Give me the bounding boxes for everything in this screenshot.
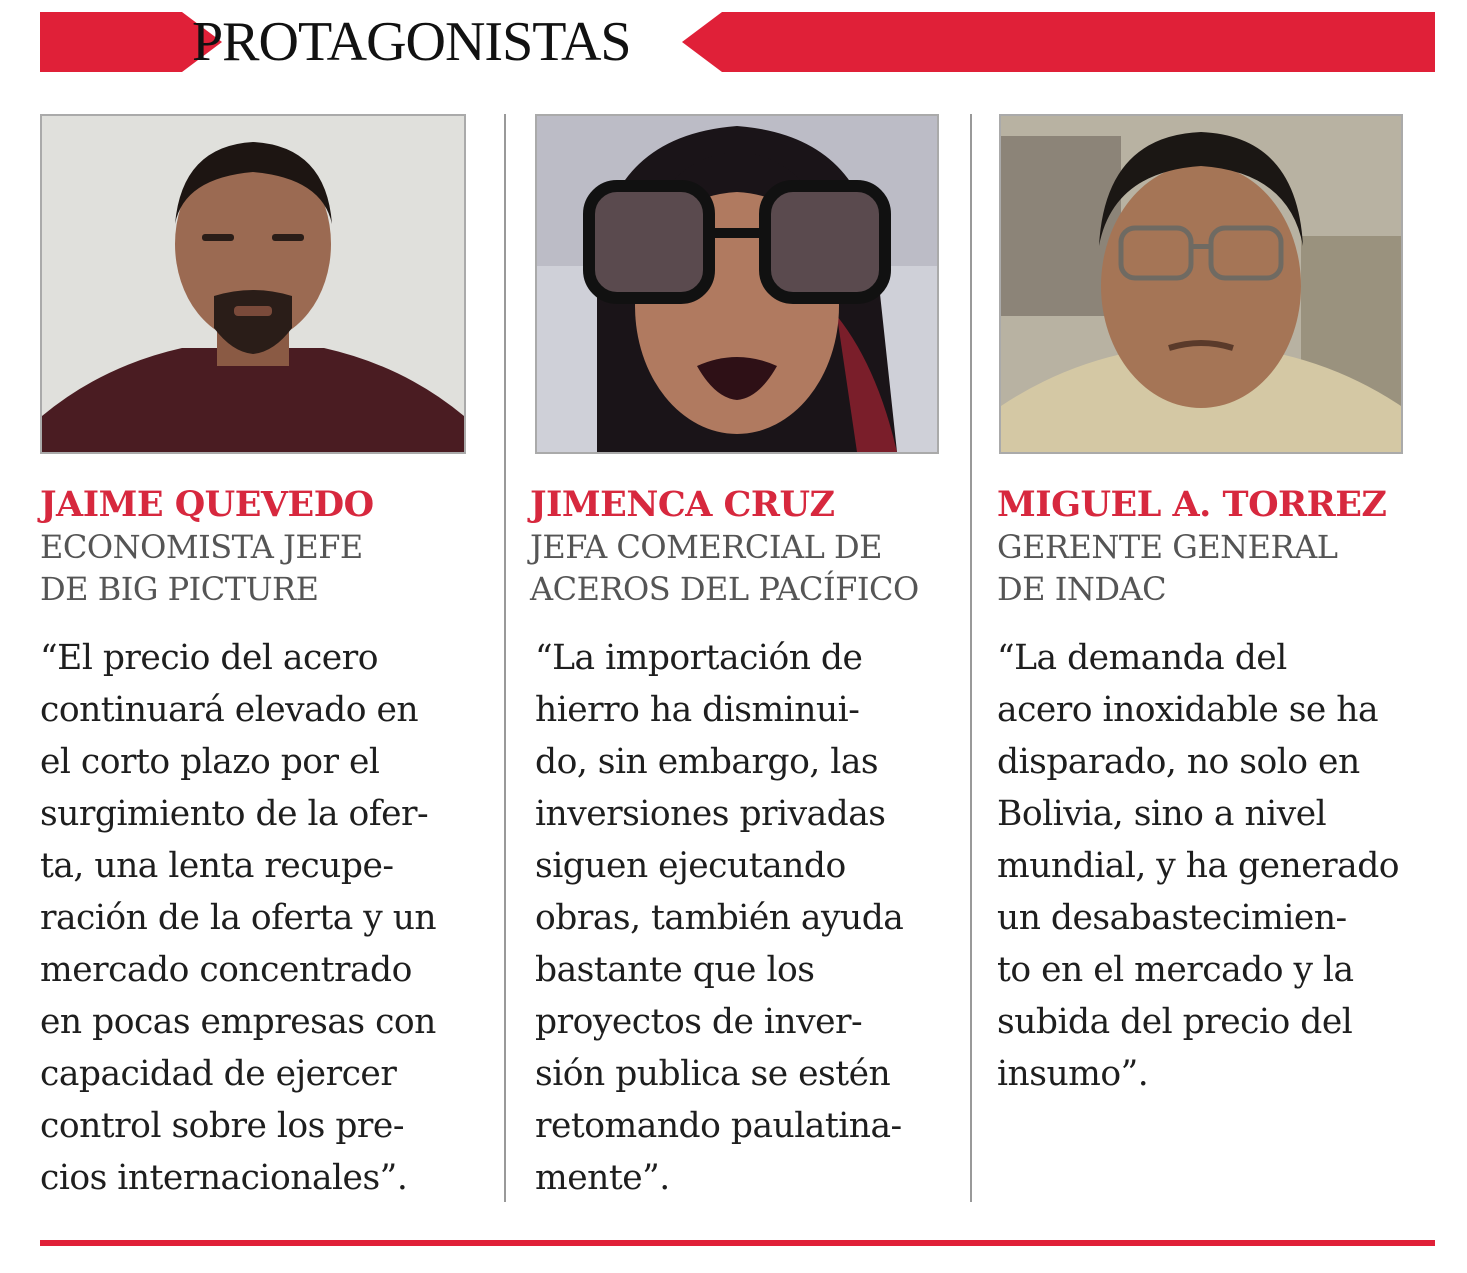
portrait-cruz-image xyxy=(537,116,937,452)
person-quote: “El precio del acero continuará elevado en el corto plazo por el surgimiento de la ofer- ta, una lenta recupe- ración de la oferta y un mercado concentrado en pocas empresas con capacidad de ejercer control sobre los pre- cios internacionales”. xyxy=(40,638,437,1198)
portrait-quevedo-image xyxy=(42,116,464,452)
portrait-photo xyxy=(535,114,939,454)
person-role: JEFA COMERCIAL DE ACEROS DEL PACÍFICO xyxy=(530,528,919,608)
section-title: PROTAGONISTAS xyxy=(192,11,631,73)
person-name: JIMENCA CRUZ xyxy=(530,484,835,525)
profile-card-torrez xyxy=(997,114,1437,1100)
person-role: GERENTE GENERAL DE INDAC xyxy=(997,528,1338,608)
column-divider xyxy=(504,114,506,1202)
section-banner xyxy=(40,12,1435,72)
portrait-photo xyxy=(999,114,1403,454)
portrait-torrez-image xyxy=(1001,116,1401,452)
profile-card-cruz xyxy=(530,114,945,1204)
person-role: ECONOMISTA JEFE DE BIG PICTURE xyxy=(40,528,363,608)
person-name: MIGUEL A. TORREZ xyxy=(997,484,1387,525)
bottom-rule xyxy=(40,1240,1435,1246)
person-quote: “La importación de hierro ha disminui- do, sin embargo, las inversiones privadas siguen ejecutando obras, también ayuda bastante que los proyectos de inver- sión publica se estén retomando paulatina- mente”. xyxy=(535,638,904,1198)
person-name: JAIME QUEVEDO xyxy=(40,484,374,525)
column-divider xyxy=(970,114,972,1202)
profile-card-quevedo xyxy=(40,114,470,1204)
banner-bar-right xyxy=(722,12,1435,72)
person-quote: “La demanda del acero inoxidable se ha disparado, no solo en Bolivia, sino a nivel mundial, y ha generado un desabastecimien- to en el mercado y la subida del precio del insumo”. xyxy=(997,638,1400,1094)
banner-bar-left xyxy=(40,12,182,72)
portrait-photo xyxy=(40,114,466,454)
